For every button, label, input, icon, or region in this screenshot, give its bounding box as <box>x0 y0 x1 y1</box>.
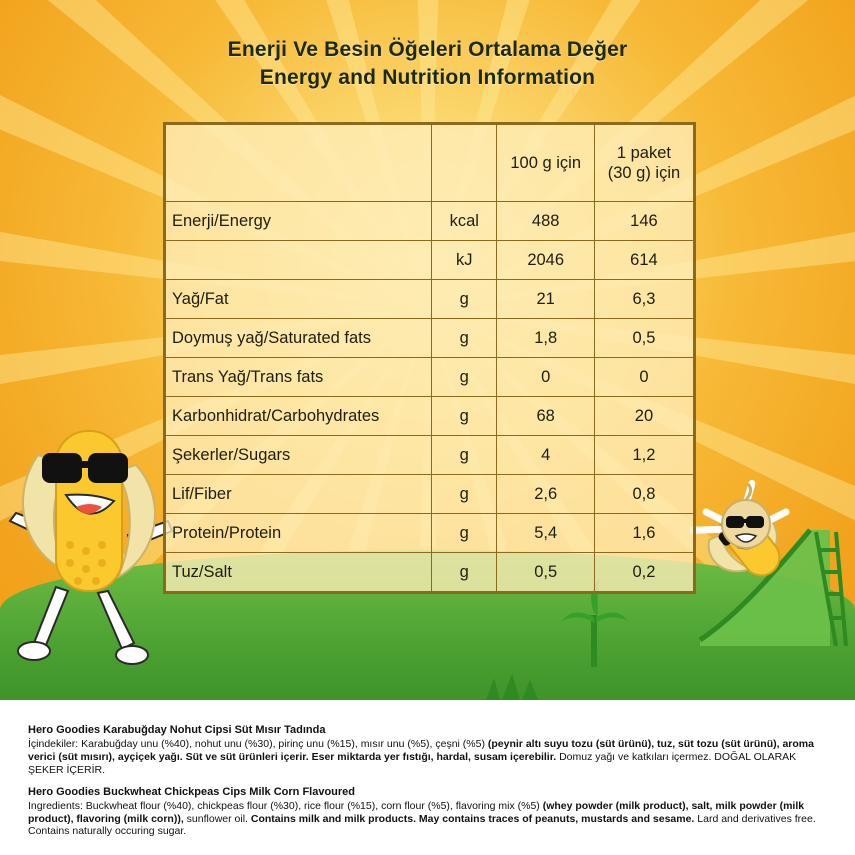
nutrition-table-container <box>163 122 696 594</box>
ingredients-en-bold1: (whey powder (milk product), salt, milk powder (milk product), flavoring (milk corn)), <box>28 800 805 825</box>
cell-unit: kJ <box>432 241 497 280</box>
nutrition-table <box>165 124 694 592</box>
table-row <box>166 436 694 475</box>
cell-per-100g: 2046 <box>497 241 594 280</box>
cell-nutrient-name: Enerji/Energy <box>166 202 432 241</box>
header-unit <box>432 125 497 202</box>
cell-per-100g: 1,8 <box>497 319 594 358</box>
header-per-package-line2: (30 g) için <box>607 164 681 182</box>
table-row <box>166 475 694 514</box>
nutrition-table-body <box>166 202 694 592</box>
cell-unit: g <box>432 397 497 436</box>
ingredients-en-part1: Ingredients: Buckwheat flour (%40), chickpeas flour (%30), rice flour (%15), corn flour (%5), flavoring mix (%5) <box>28 800 543 813</box>
cell-unit: g <box>432 436 497 475</box>
header-nutrient <box>166 125 432 202</box>
chickpea-mascot-icon <box>700 482 790 572</box>
corn-mascot-left-icon <box>8 395 183 685</box>
cell-nutrient-name: Karbonhidrat/Carbohydrates <box>166 397 432 436</box>
cell-unit: kcal <box>432 202 497 241</box>
cell-nutrient-name: Yağ/Fat <box>166 280 432 319</box>
cell-nutrient-name: Şekerler/Sugars <box>166 436 432 475</box>
header-per-package-line1: 1 paket <box>616 144 671 162</box>
cell-per-package: 20 <box>594 397 693 436</box>
ingredients-en-bold2: Contains milk and milk products. May contains traces of peanuts, mustards and sesame. <box>250 812 695 825</box>
cell-unit: g <box>432 475 497 514</box>
cell-nutrient-name: Tuz/Salt <box>166 553 432 592</box>
cell-unit: g <box>432 319 497 358</box>
cell-per-100g: 4 <box>497 436 594 475</box>
cell-per-100g: 5,4 <box>497 514 594 553</box>
ingredients-footer <box>28 723 833 847</box>
cell-nutrient-name: Protein/Protein <box>166 514 432 553</box>
cell-nutrient-name: Trans Yağ/Trans fats <box>166 358 432 397</box>
cell-unit: g <box>432 358 497 397</box>
product-name-en: Hero Goodies Buckwheat Chickpeas Cips Milk Corn Flavoured <box>28 786 356 799</box>
cell-per-package: 0,8 <box>594 475 693 514</box>
cell-per-100g: 2,6 <box>497 475 594 514</box>
cell-nutrient-name <box>166 241 432 280</box>
cell-per-package: 6,3 <box>594 280 693 319</box>
cell-per-100g: 21 <box>497 280 594 319</box>
ingredients-tr-part2: Domuz yağı ve katkıları içermez. DOĞAL OLARAK ŞEKER İÇERİR. <box>28 751 797 776</box>
ingredients-tr-bold: (peynir altı suyu tozu (süt ürünü), tuz, süt tozu (süt ürünü), aroma verici (süt mısırı), ayçiçek yağı. Süt ve süt ürünleri içerir. Eser miktarda yer fıstığı, hardal, susam içerebilir. <box>28 738 814 764</box>
header-per-100g: 100 g için <box>497 125 594 202</box>
table-row <box>166 280 694 319</box>
product-name-tr: Hero Goodies Karabuğday Nohut Cipsi Süt Mısır Tadında <box>28 724 326 737</box>
cell-per-package: 1,6 <box>594 514 693 553</box>
title-line-tr: Enerji Ve Besin Öğeleri Ortalama Değer <box>227 38 628 61</box>
table-row <box>166 397 694 436</box>
bush-icon <box>480 672 550 702</box>
cell-per-package: 0,5 <box>594 319 693 358</box>
cell-nutrient-name: Lif/Fiber <box>166 475 432 514</box>
cell-per-package: 146 <box>594 202 693 241</box>
cell-per-package: 1,2 <box>594 436 693 475</box>
page-title <box>0 36 855 92</box>
table-row <box>166 319 694 358</box>
cell-per-100g: 488 <box>497 202 594 241</box>
table-row <box>166 553 694 592</box>
ingredients-en <box>28 800 833 838</box>
cell-per-100g: 0 <box>497 358 594 397</box>
cell-per-package: 0,2 <box>594 553 693 592</box>
cell-unit: g <box>432 553 497 592</box>
cell-per-package: 614 <box>594 241 693 280</box>
table-row <box>166 202 694 241</box>
ingredients-en-part3: Lard and derivatives free. Contains naturally occuring sugar. <box>28 812 816 838</box>
cell-per-100g: 0,5 <box>497 553 594 592</box>
table-row <box>166 358 694 397</box>
cell-per-100g: 68 <box>497 397 594 436</box>
ingredients-en-part2: sunflower oil. <box>183 812 251 825</box>
ingredients-tr-part1: İçindekiler: Karabuğday unu (%40), nohut unu (%30), pirinç unu (%15), mısır unu (%5), çeşni (%5) <box>28 738 488 751</box>
table-header-row <box>166 125 694 202</box>
cell-unit: g <box>432 280 497 319</box>
title-line-en: Energy and Nutrition Information <box>259 66 596 89</box>
cell-nutrient-name: Doymuş yağ/Saturated fats <box>166 319 432 358</box>
table-row <box>166 514 694 553</box>
ingredients-tr <box>28 738 833 776</box>
table-row <box>166 241 694 280</box>
cell-unit: g <box>432 514 497 553</box>
header-per-package <box>594 125 693 202</box>
cell-per-package: 0 <box>594 358 693 397</box>
